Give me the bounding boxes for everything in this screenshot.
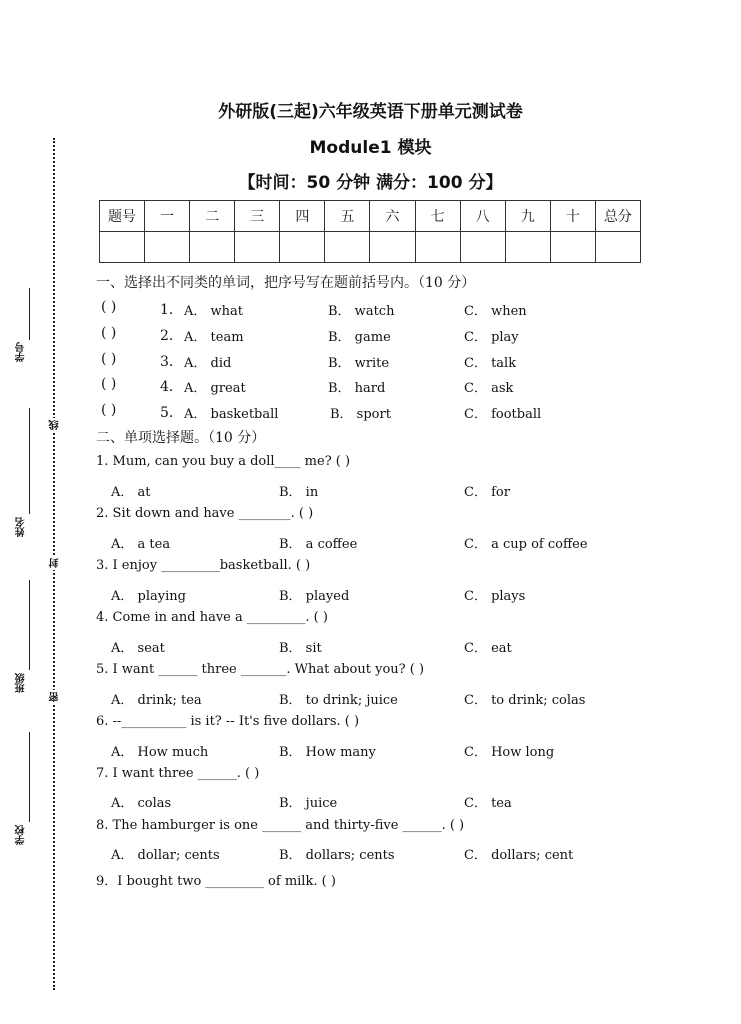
option-b: B． a coffee — [279, 537, 358, 552]
option-a: A． playing — [111, 589, 186, 604]
question-number: 5． — [160, 405, 183, 421]
option-a: A． basketball — [184, 407, 279, 422]
score-entry-cell[interactable] — [145, 232, 190, 263]
option-c: C． eat — [464, 641, 512, 656]
option-c: C． plays — [464, 589, 526, 604]
seal-char-line: 线 — [50, 420, 61, 430]
score-entry-cell[interactable] — [415, 232, 460, 263]
school-label: 学校 — [16, 825, 27, 845]
score-entry-cell[interactable] — [550, 232, 595, 263]
option-b: B． to drink; juice — [279, 693, 398, 708]
option-b: B． played — [279, 589, 350, 604]
score-header-cell: 一 — [145, 201, 190, 232]
option-b: B． game — [328, 330, 391, 345]
option-c: C． to drink; colas — [464, 693, 586, 708]
question-stem: 9．I bought two _________ of milk. ( ) — [96, 874, 336, 889]
option-c: C． dollars; cent — [464, 848, 574, 863]
section1-heading: 一、选择出不同类的单词，把序号写在题前括号内。（10 分） — [96, 275, 476, 291]
option-c: C． How long — [464, 745, 555, 760]
time-info: 【时间：50 分钟 满分：100 分】 — [238, 173, 503, 193]
score-entry-row — [100, 232, 641, 263]
score-header-cell: 七 — [415, 201, 460, 232]
score-header-row — [100, 201, 641, 232]
score-entry-cell[interactable] — [100, 232, 145, 263]
option-b: B． sport — [330, 407, 391, 422]
option-b: B． How many — [279, 745, 376, 760]
question-number: 1． — [160, 302, 183, 318]
option-b: B． watch — [328, 304, 395, 319]
option-b: B． write — [328, 356, 390, 371]
answer-paren[interactable]: ( ) — [101, 376, 117, 392]
option-a: A． great — [184, 381, 246, 396]
question-stem: 5. I want ______ three _______. What about you? ( ) — [96, 662, 425, 677]
score-header-cell: 三 — [235, 201, 280, 232]
question-stem: 1. Mum, can you buy a doll____ me? ( ) — [96, 454, 351, 469]
score-entry-cell[interactable] — [595, 232, 640, 263]
option-c: C． play — [464, 330, 519, 345]
score-header-cell: 四 — [280, 201, 325, 232]
question-stem: 6. --__________ is it? -- It's five dollars. ( ) — [96, 714, 360, 729]
score-entry-cell[interactable] — [460, 232, 505, 263]
option-c: C． when — [464, 304, 527, 319]
option-a: A． team — [184, 330, 244, 345]
answer-paren[interactable]: ( ) — [101, 325, 117, 341]
option-b: B． sit — [279, 641, 322, 656]
seal-char-seal: 封 — [50, 558, 61, 568]
option-a: A． seat — [111, 641, 165, 656]
score-entry-cell[interactable] — [190, 232, 235, 263]
score-header-cell: 二 — [190, 201, 235, 232]
option-c: C． a cup of coffee — [464, 537, 588, 552]
score-header-cell: 九 — [505, 201, 550, 232]
option-a: A． did — [184, 356, 232, 371]
school-line — [29, 732, 30, 822]
option-c: C． football — [464, 407, 542, 422]
question-stem: 4. Come in and have a _________. ( ) — [96, 610, 328, 625]
option-a: A． colas — [111, 796, 172, 811]
score-entry-cell[interactable] — [505, 232, 550, 263]
answer-paren[interactable]: ( ) — [101, 351, 117, 367]
score-entry-cell[interactable] — [280, 232, 325, 263]
option-a: A． drink; tea — [111, 693, 202, 708]
class-label: 班级 — [16, 673, 27, 693]
answer-paren[interactable]: ( ) — [101, 299, 117, 315]
question-stem: 3. I enjoy _________basketball. ( ) — [96, 558, 311, 573]
question-stem: 8. The hamburger is one ______ and thirty-five ______. ( ) — [96, 818, 465, 833]
option-c: C． for — [464, 485, 510, 500]
question-stem: 7. I want three ______. ( ) — [96, 766, 260, 781]
name-line — [29, 408, 30, 514]
option-c: C． tea — [464, 796, 512, 811]
score-entry-cell[interactable] — [370, 232, 415, 263]
seal-char-secret: 密 — [50, 692, 61, 702]
answer-paren[interactable]: ( ) — [101, 402, 117, 418]
option-a: A． dollar; cents — [111, 848, 220, 863]
score-table — [99, 200, 641, 263]
student-id-line — [29, 288, 30, 340]
score-entry-cell[interactable] — [325, 232, 370, 263]
option-a: A． How much — [111, 745, 209, 760]
option-c: C． talk — [464, 356, 517, 371]
name-label: 姓名 — [16, 517, 27, 537]
question-stem: 2. Sit down and have ________. ( ) — [96, 506, 314, 521]
score-header-cell: 六 — [370, 201, 415, 232]
score-header-cell: 十 — [550, 201, 595, 232]
question-number: 4． — [160, 379, 183, 395]
score-header-cell: 五 — [325, 201, 370, 232]
option-a: A． at — [111, 485, 151, 500]
score-header-cell: 总分 — [595, 201, 640, 232]
score-entry-cell[interactable] — [235, 232, 280, 263]
option-a: A． a tea — [111, 537, 171, 552]
student-id-label: 学号 — [16, 342, 27, 362]
section2-heading: 二、单项选择题。（10 分） — [96, 430, 266, 446]
module-title: Module1 模块 — [309, 138, 432, 158]
option-a: A． what — [184, 304, 243, 319]
option-b: B． juice — [279, 796, 338, 811]
score-header-cell: 题号 — [100, 201, 145, 232]
exam-title: 外研版(三起)六年级英语下册单元测试卷 — [218, 102, 523, 122]
question-number: 3． — [160, 354, 183, 370]
option-b: B． dollars; cents — [279, 848, 395, 863]
question-number: 2． — [160, 328, 183, 344]
score-header-cell: 八 — [460, 201, 505, 232]
class-line — [29, 580, 30, 670]
option-b: B． hard — [328, 381, 386, 396]
option-c: C． ask — [464, 381, 514, 396]
option-b: B． in — [279, 485, 319, 500]
